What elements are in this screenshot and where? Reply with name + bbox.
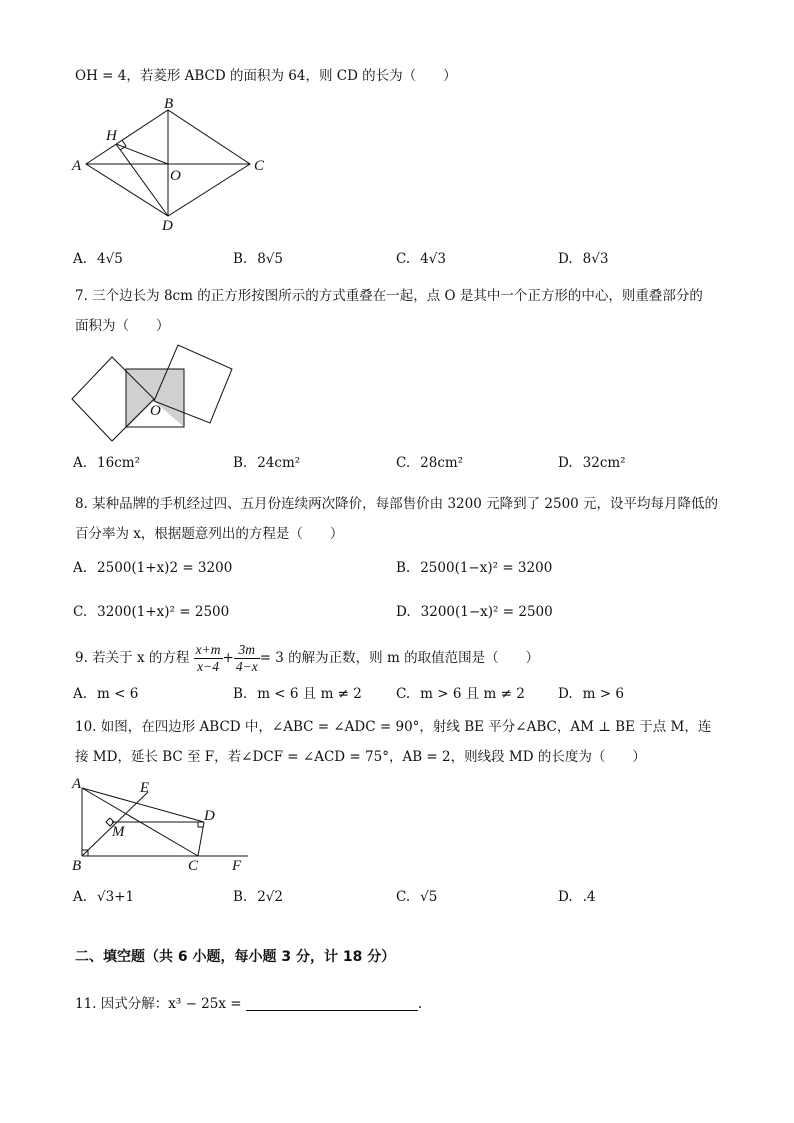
section-title: 二、填空题（共 6 小题，每小题 3 分，计 18 分） <box>75 949 396 965</box>
label-H: H <box>106 128 117 144</box>
q11-text: 11. 因式分解：x³ − 25x = . <box>75 996 423 1012</box>
q7-line2: 面积为（ ） <box>75 318 170 334</box>
q7-option-c[interactable]: C. 28cm² <box>396 455 464 471</box>
label-C: C <box>254 158 265 174</box>
q6-option-d[interactable]: D. 8√3 <box>558 251 609 267</box>
q8-option-a[interactable]: A. 2500(1+x)2 = 3200 <box>73 560 233 576</box>
q9-fraction-2: $\frac{3m}{4-x}$ <box>235 642 258 674</box>
label-E: E <box>140 780 150 796</box>
q8-option-c[interactable]: C. 3200(1+x)² = 2500 <box>73 604 230 620</box>
q11-answer-blank[interactable] <box>246 996 418 1011</box>
q9-fraction-1: $\frac{x+m}{x-4}$ <box>195 642 221 674</box>
q10-line1: 10. 如图，在四边形 ABCD 中，∠ABC = ∠ADC = 90°，射线 BE 平分∠ABC，AM ⊥ BE 于点 M，连 <box>75 719 712 735</box>
q9-option-c[interactable]: C. m > 6 且 m ≠ 2 <box>396 686 525 702</box>
q6-option-c[interactable]: C. 4√3 <box>396 251 446 267</box>
q9-option-a[interactable]: A. m < 6 <box>73 686 139 702</box>
q7-option-b[interactable]: B. 24cm² <box>233 455 301 471</box>
label-B: B <box>72 858 82 874</box>
label-O: O <box>170 168 181 184</box>
label-B: B <box>164 96 174 112</box>
q6-text: OH = 4，若菱形 ABCD 的面积为 64，则 CD 的长为（ ） <box>75 68 457 84</box>
q6-option-a[interactable]: A. 4√5 <box>73 251 123 267</box>
label-A: A <box>72 158 82 174</box>
quadrilateral-figure <box>70 776 260 876</box>
label-D: D <box>204 808 215 824</box>
q10-option-a[interactable]: A. √3+1 <box>73 889 135 905</box>
q7-line1: 7. 三个边长为 8cm 的正方形按图所示的方式重叠在一起，点 O 是其中一个正方形的中心，则重叠部分的 <box>75 288 703 304</box>
q8-line1: 8. 某种品牌的手机经过四、五月份连续两次降价，每部售价由 3200 元降到了 2500 元，设平均每月降低的 <box>75 496 719 512</box>
q10-line2: 接 MD，延长 BC 至 F，若∠DCF = ∠ACD = 75°，AB = 2，则线段 MD 的长度为（ ） <box>75 749 646 765</box>
q7-option-d[interactable]: D. 32cm² <box>558 455 626 471</box>
label-C: C <box>188 858 199 874</box>
q6-option-b[interactable]: B. 8√5 <box>233 251 283 267</box>
label-M: M <box>112 824 125 840</box>
q10-option-c[interactable]: C. √5 <box>396 889 438 905</box>
label-F: F <box>232 858 242 874</box>
q8-line2: 百分率为 x，根据题意列出的方程是（ ） <box>75 526 344 542</box>
label-D: D <box>162 218 173 234</box>
q9-text: 9. 若关于 x 的方程 $\frac{x+m}{x-4}$ + $\frac{3m}{4-x}$ = 3 的解为正数，则 m 的取值范围是（ ） <box>75 642 540 674</box>
q10-option-b[interactable]: B. 2√2 <box>233 889 283 905</box>
q10-option-d[interactable]: D. .4 <box>558 889 596 905</box>
q8-option-b[interactable]: B. 2500(1−x)² = 3200 <box>396 560 553 576</box>
q8-option-d[interactable]: D. 3200(1−x)² = 2500 <box>396 604 553 620</box>
q9-option-b[interactable]: B. m < 6 且 m ≠ 2 <box>233 686 362 702</box>
label-A: A <box>72 776 82 792</box>
rhombus-figure <box>70 96 270 234</box>
squares-figure <box>70 343 240 443</box>
label-O: O <box>150 403 161 419</box>
q7-option-a[interactable]: A. 16cm² <box>73 455 140 471</box>
q9-option-d[interactable]: D. m > 6 <box>558 686 624 702</box>
